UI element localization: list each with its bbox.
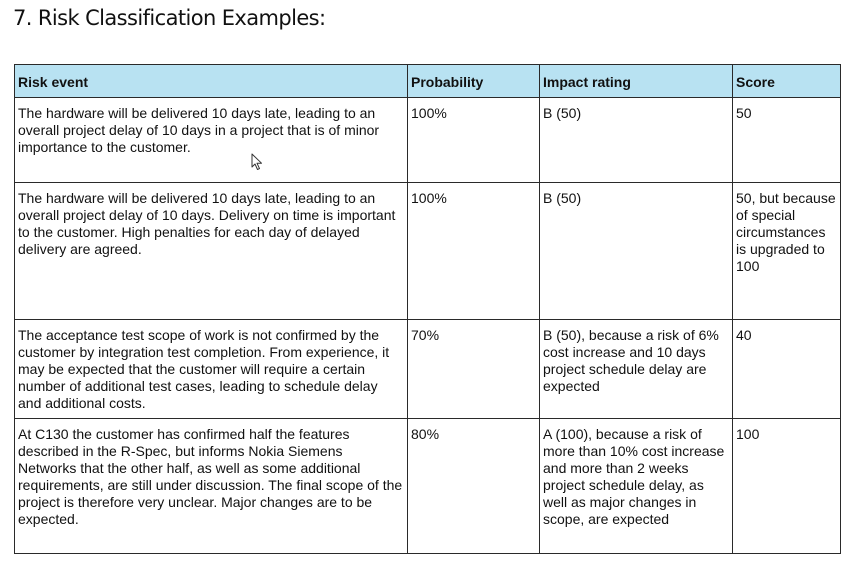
risk-event-cell: At C130 the customer has confirmed half the features described in the R-Spec, but informs Nokia Siemens Networks that the other half, as well as some additional requirements, are still under discussion. The final scope of the project is therefore very unclear. Major changes are to be expected. bbox=[15, 419, 408, 554]
risk-event-cell: The hardware will be delivered 10 days late, leading to an overall project delay of 10 days in a project that is of minor importance to the customer. bbox=[15, 98, 408, 183]
impact-rating-cell: A (100), because a risk of more than 10% cost increase and more than 2 weeks project schedule delay, as well as major changes in scope, are expected bbox=[540, 419, 733, 554]
table-row bbox=[15, 419, 841, 554]
score-cell: 40 bbox=[733, 320, 841, 419]
score-cell: 50, but because of special circumstances is upgraded to 100 bbox=[733, 183, 841, 320]
probability-cell: 80% bbox=[408, 419, 540, 554]
header-impact-rating: Impact rating bbox=[540, 65, 733, 98]
table-header-row bbox=[15, 65, 841, 98]
table-row bbox=[15, 98, 841, 183]
mouse-pointer-icon bbox=[251, 153, 263, 171]
header-probability: Probability bbox=[408, 65, 540, 98]
impact-rating-cell: B (50) bbox=[540, 183, 733, 320]
score-cell: 100 bbox=[733, 419, 841, 554]
table-row bbox=[15, 320, 841, 419]
table-row bbox=[15, 183, 841, 320]
probability-cell: 100% bbox=[408, 98, 540, 183]
score-cell: 50 bbox=[733, 98, 841, 183]
impact-rating-cell: B (50), because a risk of 6% cost increase and 10 days project schedule delay are expected bbox=[540, 320, 733, 419]
probability-cell: 100% bbox=[408, 183, 540, 320]
header-score: Score bbox=[733, 65, 841, 98]
page-title: 7. Risk Classification Examples: bbox=[13, 6, 326, 30]
risk-event-cell: The hardware will be delivered 10 days late, leading to an overall project delay of 10 days. Delivery on time is important to the customer. High penalties for each day of delayed delivery are agreed. bbox=[15, 183, 408, 320]
probability-cell: 70% bbox=[408, 320, 540, 419]
impact-rating-cell: B (50) bbox=[540, 98, 733, 183]
risk-classification-table bbox=[14, 64, 841, 554]
header-risk-event: Risk event bbox=[15, 65, 408, 98]
risk-event-cell: The acceptance test scope of work is not confirmed by the customer by integration test completion. From experience, it may be expected that the customer will require a certain number of additional test cases, leading to schedule delay and additional costs. bbox=[15, 320, 408, 419]
